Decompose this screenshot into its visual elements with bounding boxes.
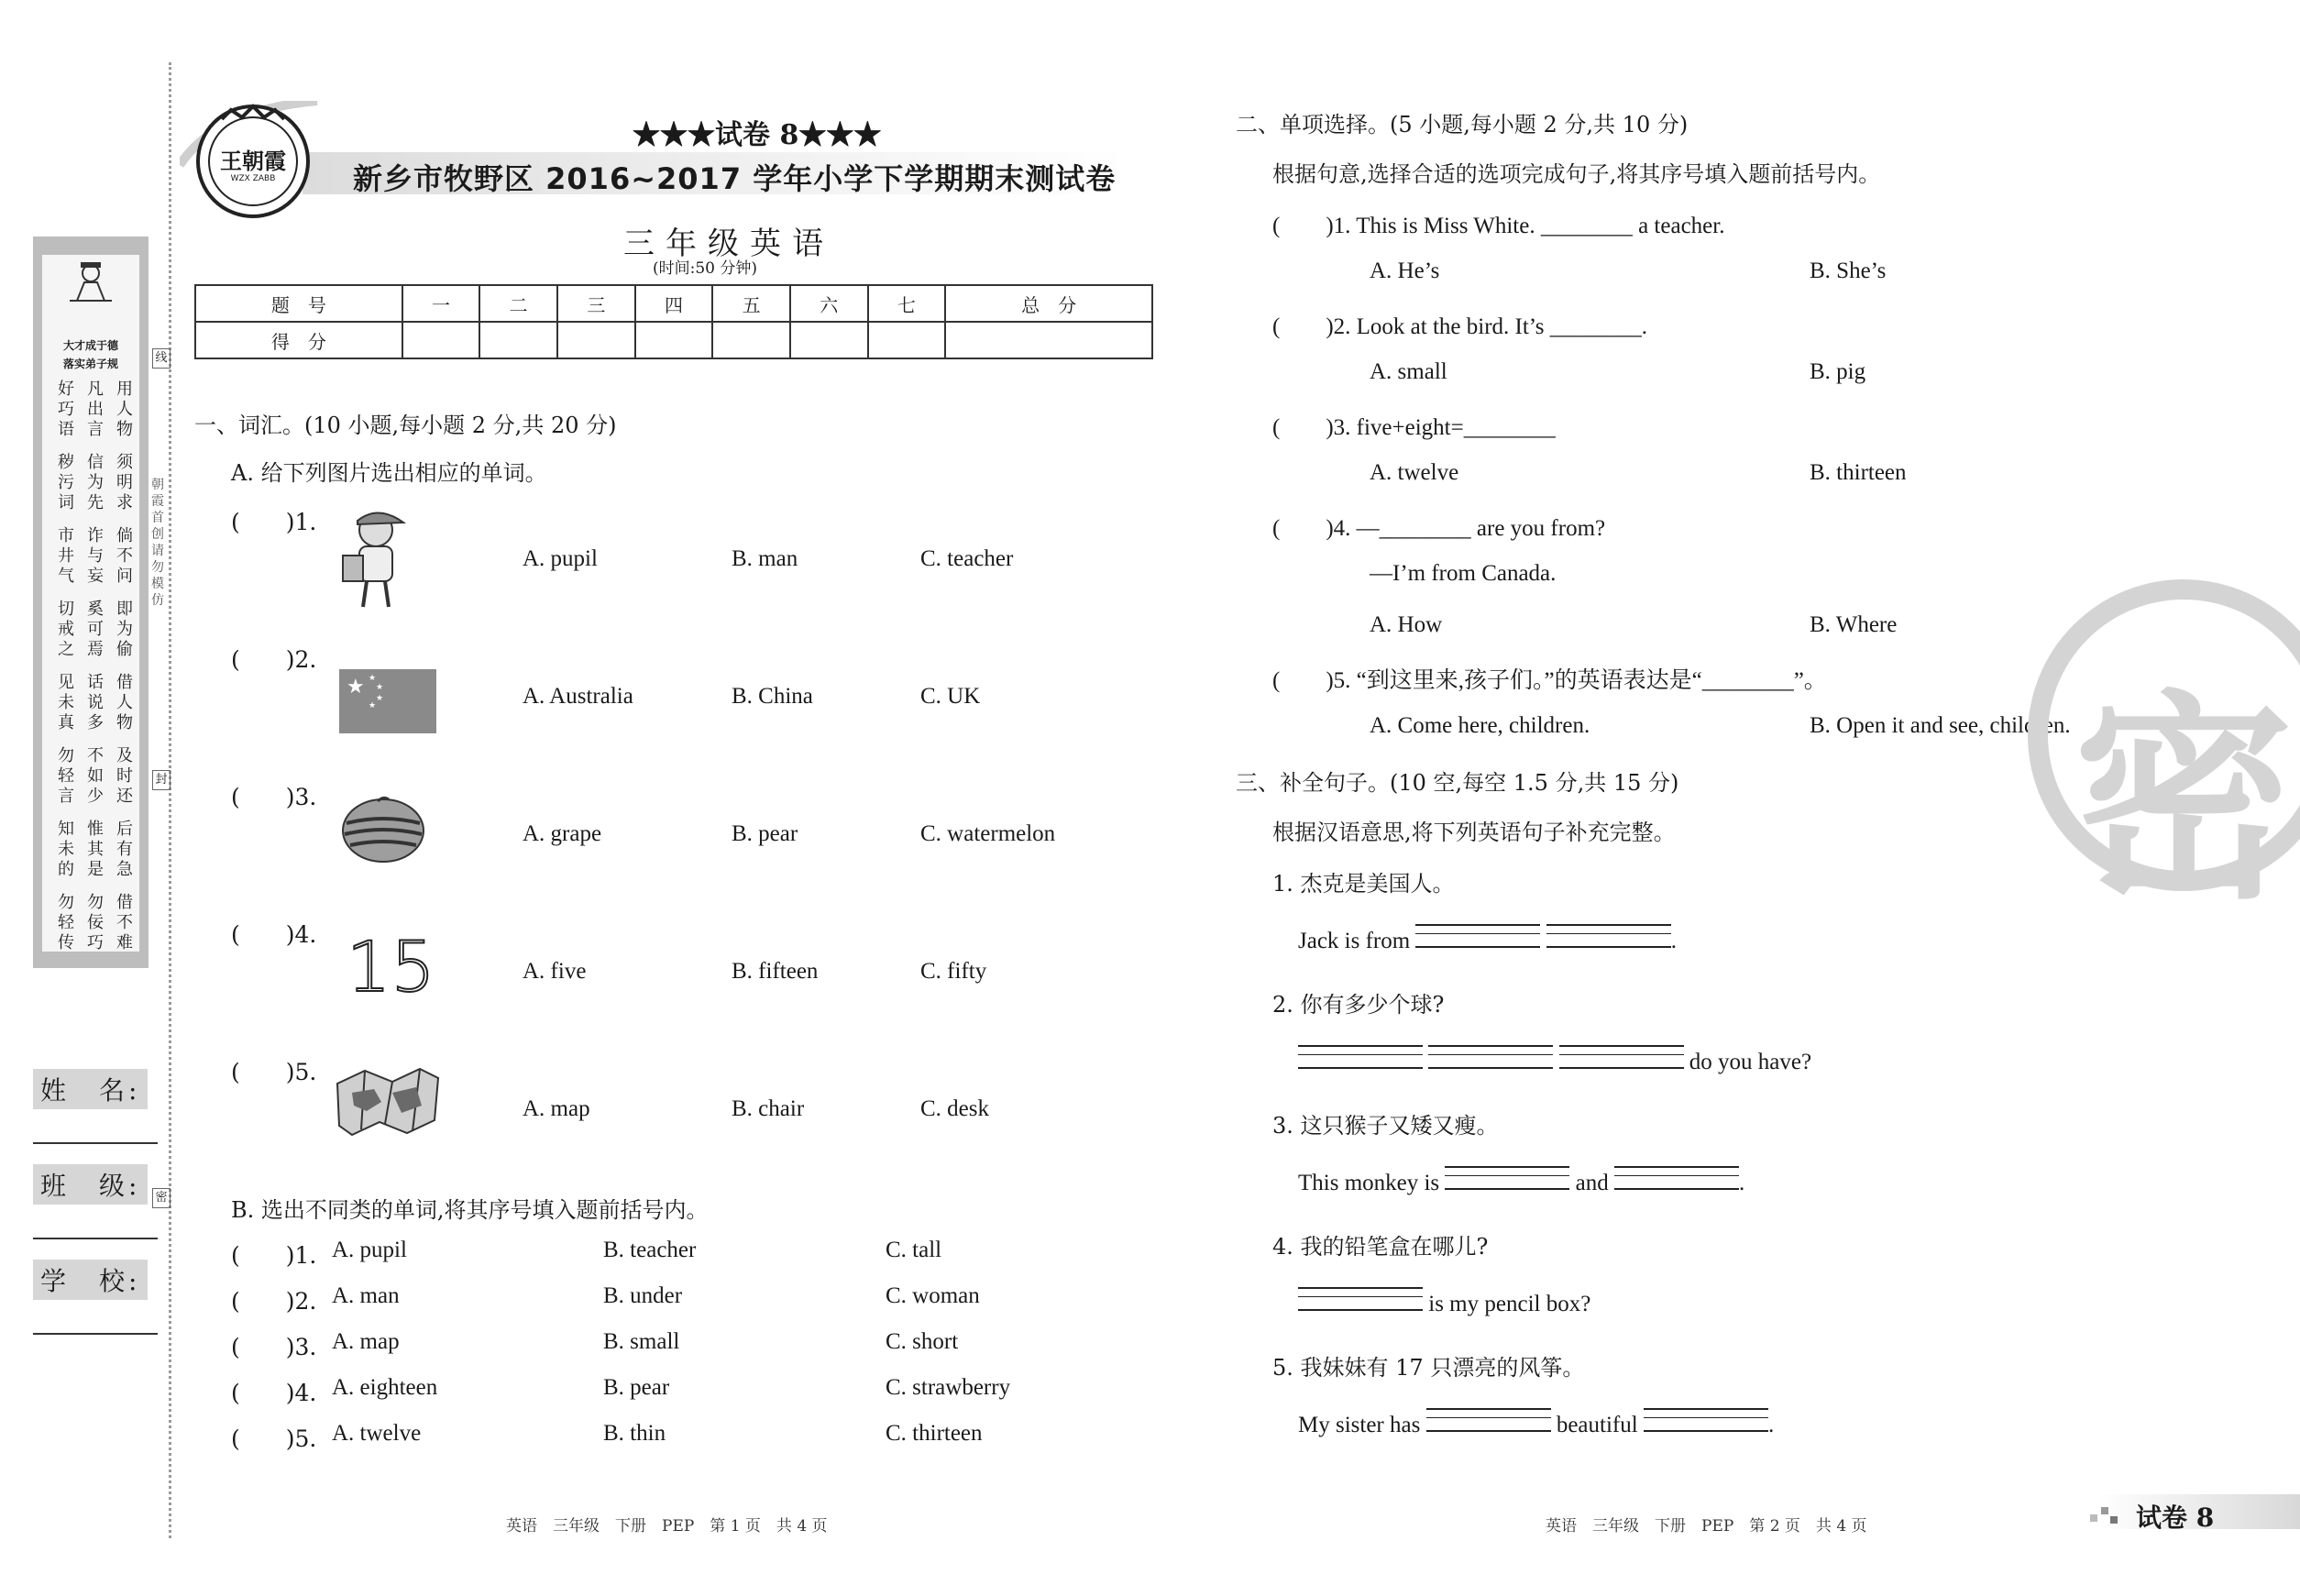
partB-option-b: B. small <box>603 1329 680 1354</box>
motto-head-2: 落实弟子规 <box>62 358 118 370</box>
mc-question[interactable]: ( )5. “到这里来,孩子们。”的英语表达是“________”。 <box>1272 668 1827 693</box>
section1-partB-instruction: B. 选出不同类的单词,将其序号填入题前括号内。 <box>231 1197 709 1223</box>
s3-item1-cn: 1. 杰克是美国人。 <box>1272 871 1455 897</box>
svg-text:★: ★ <box>376 694 384 703</box>
s3-item5-before: My sister has <box>1298 1413 1421 1437</box>
motto-column: 用人物 <box>116 380 133 439</box>
answer-blank[interactable] <box>1428 1045 1553 1069</box>
logo-sub: WZX ZABB <box>230 174 276 183</box>
motto-column: 不如少 <box>87 746 104 806</box>
answer-blank[interactable] <box>1298 1045 1423 1069</box>
motto-column: 借人物 <box>116 673 133 732</box>
motto-column: 知未的 <box>58 820 74 879</box>
s3-item3-middle: and <box>1575 1171 1609 1195</box>
class-label: 班 级: <box>33 1164 148 1205</box>
section2-title: 二、单项选择。(5 小题,每小题 2 分,共 10 分) <box>1236 112 1689 138</box>
s3-item5-middle: beautiful <box>1556 1413 1638 1437</box>
section1-title: 一、词汇。(10 小题,每小题 2 分,共 20 分) <box>194 413 617 438</box>
time-note: (时间:50 分钟) <box>653 259 758 278</box>
score-row-label: 得 分 <box>195 322 402 358</box>
partA-option-c: C. UK <box>920 684 981 709</box>
s3-item1-en <box>1298 924 1677 954</box>
motto-column: 切戒之 <box>58 600 74 659</box>
motto-column: 后有急 <box>116 820 133 879</box>
name-label: 姓 名: <box>33 1069 148 1109</box>
s3-item1-before: Jack is from <box>1298 929 1411 953</box>
name-field[interactable] <box>33 1142 158 1144</box>
section2-instruction: 根据句意,选择合适的选项完成句子,将其序号填入题前括号内。 <box>1272 161 1881 187</box>
s3-item1-after: . <box>1670 929 1677 953</box>
partA-option-c: C. fifty <box>920 959 987 984</box>
partA-question-number[interactable]: ( )2. <box>231 646 317 673</box>
score-cell: 题 号 <box>195 285 402 322</box>
answer-blank[interactable] <box>1298 1287 1423 1311</box>
partA-option-a: A. Australia <box>523 684 633 709</box>
school-label: 学 校: <box>33 1260 148 1300</box>
partA-option-b: B. man <box>732 546 798 571</box>
squares-icon <box>2090 1503 2127 1525</box>
motto-column: 及时还 <box>116 746 133 806</box>
s3-item2-after: do you have? <box>1689 1050 1812 1074</box>
partB-question-number[interactable]: ( )3. <box>231 1334 317 1360</box>
corner-dots <box>2090 1503 2127 1529</box>
score-input[interactable] <box>868 322 946 358</box>
logo-text: 王朝霞 <box>220 148 286 174</box>
answer-blank[interactable] <box>1546 924 1671 948</box>
partB-option-c: C. woman <box>886 1283 980 1308</box>
partA-option-a: A. pupil <box>523 546 598 571</box>
score-input[interactable] <box>479 322 557 358</box>
partA-option-a: A. five <box>523 959 587 984</box>
binding-note: 朝霞首创 请勿模仿 <box>151 478 164 608</box>
svg-text:★: ★ <box>347 676 365 699</box>
answer-blank[interactable] <box>1415 924 1540 948</box>
mc-option-b[interactable]: B. thirteen <box>1810 460 1907 485</box>
partB-option-a: A. pupil <box>332 1238 407 1262</box>
stamp-char: 密 <box>2074 670 2294 929</box>
footer-left: 英语 三年级 下册 PEP 第 1 页 共 4 页 <box>506 1517 828 1535</box>
binding-mark-top <box>152 348 171 369</box>
binding-box-xian: 线 <box>152 348 171 369</box>
section3-instruction: 根据汉语意思,将下列英语句子补充完整。 <box>1272 820 1676 845</box>
partB-option-c: C. tall <box>886 1238 942 1262</box>
subject-title: 三年级英语 <box>623 226 834 262</box>
mc-option-a[interactable]: A. Come here, children. <box>1370 713 1590 738</box>
partA-question-number[interactable]: ( )1. <box>231 509 317 535</box>
score-cell: 三 <box>557 285 635 322</box>
mc-option-a[interactable]: A. twelve <box>1370 460 1459 485</box>
partB-option-a: A. eighteen <box>332 1375 438 1400</box>
school-field[interactable] <box>33 1333 158 1335</box>
score-input[interactable] <box>635 322 713 358</box>
partB-option-c: C. thirteen <box>886 1421 983 1446</box>
s3-item2-en <box>1298 1045 1811 1075</box>
svg-text:★: ★ <box>369 674 377 683</box>
partB-option-a: A. map <box>332 1329 400 1354</box>
score-input[interactable] <box>712 322 790 358</box>
score-cell: 四 <box>635 285 713 322</box>
svg-text:★: ★ <box>369 701 377 710</box>
score-table <box>194 284 1153 359</box>
score-input[interactable] <box>790 322 868 358</box>
partA-option-b: B. fifteen <box>732 959 819 984</box>
s3-item4-en <box>1298 1287 1590 1317</box>
motto-column: 凡出言 <box>87 380 104 439</box>
section3-title: 三、补全句子。(10 空,每空 1.5 分,共 15 分) <box>1236 770 1679 796</box>
motto-column: 勿佞巧 <box>87 893 104 952</box>
partB-question-number[interactable]: ( )1. <box>231 1242 317 1269</box>
s3-item2-cn: 2. 你有多少个球? <box>1272 992 1445 1018</box>
binding-mark-bottom <box>152 1188 171 1208</box>
partA-option-b: B. chair <box>732 1096 805 1121</box>
mc-option-b[interactable]: B. She’s <box>1810 259 1887 283</box>
binding-mark-middle <box>152 770 171 790</box>
partB-option-c: C. strawberry <box>886 1375 1011 1400</box>
section1-partA-instruction: A. 给下列图片选出相应的单词。 <box>231 460 547 486</box>
binding-box-feng: 封 <box>152 770 171 790</box>
mc-question[interactable]: ( )4. —________ are you from? <box>1272 516 1606 541</box>
motto-column: 奚可焉 <box>87 600 104 659</box>
mc-option-b[interactable]: B. Open it and see, children. <box>1810 713 2071 738</box>
watermelon-picture <box>341 796 427 864</box>
exam-title: 新乡市牧野区 2016~2017 学年小学下学期期末测试卷 <box>353 161 1117 196</box>
motto-column: 即为偷 <box>116 600 133 659</box>
partB-option-b: B. thin <box>603 1421 666 1446</box>
s3-item5-cn: 5. 我妹妹有 17 只漂亮的风筝。 <box>1272 1355 1585 1381</box>
number-15: 15 <box>347 926 435 1007</box>
answer-blank[interactable] <box>1445 1166 1569 1190</box>
score-cell: 二 <box>479 285 557 322</box>
partA-option-c: C. watermelon <box>920 821 1056 846</box>
paper-number: ★★★试卷 8★★★ <box>633 119 882 151</box>
partB-option-a: A. twelve <box>332 1421 422 1446</box>
partB-option-b: B. pear <box>603 1375 670 1400</box>
partB-option-b: B. teacher <box>603 1238 697 1262</box>
score-value-row <box>195 322 1152 358</box>
motto-panel <box>33 237 149 968</box>
motto-column: 诈与妄 <box>87 526 104 586</box>
mc-option-a[interactable]: A. He’s <box>1370 259 1440 283</box>
motto-column: 倘不问 <box>116 526 133 586</box>
partB-option-b: B. under <box>603 1283 683 1308</box>
class-field[interactable] <box>33 1238 158 1239</box>
score-cell: 六 <box>790 285 868 322</box>
partA-question-number[interactable]: ( )4. <box>231 921 317 948</box>
s3-item3-before: This monkey is <box>1298 1171 1440 1195</box>
partB-question-number[interactable]: ( )2. <box>231 1288 317 1315</box>
partA-option-a: A. map <box>523 1096 590 1121</box>
pupil-picture <box>330 506 416 614</box>
motto-column: 秽污词 <box>58 453 74 512</box>
scholar-icon <box>68 260 114 303</box>
motto-column: 借不难 <box>116 893 133 952</box>
footer-right: 英语 三年级 下册 PEP 第 2 页 共 4 页 <box>1546 1517 1867 1535</box>
partB-question-number[interactable]: ( )4. <box>231 1380 317 1406</box>
s3-item5-en <box>1298 1408 1774 1438</box>
mc-option-b[interactable]: B. pig <box>1810 359 1866 384</box>
score-cell: 总 分 <box>945 285 1152 322</box>
partB-question-number[interactable]: ( )5. <box>231 1425 317 1452</box>
mc-option-a[interactable]: A. small <box>1370 359 1447 384</box>
partA-option-a: A. grape <box>523 821 602 846</box>
partA-option-b: B. China <box>732 684 813 709</box>
answer-blank[interactable] <box>1614 1166 1739 1190</box>
partA-option-c: C. desk <box>920 1096 989 1121</box>
motto-column: 好巧语 <box>58 380 74 439</box>
score-input[interactable] <box>557 322 635 358</box>
motto-column: 勿轻传 <box>58 893 74 952</box>
score-input[interactable] <box>945 322 1152 358</box>
s3-item5-after: . <box>1767 1413 1775 1437</box>
score-header-row <box>195 285 1152 322</box>
corner-paper-label: 试卷 8 <box>2136 1502 2215 1533</box>
partA-option-c: C. teacher <box>920 546 1014 571</box>
map-picture <box>334 1065 442 1137</box>
score-input[interactable] <box>402 322 480 358</box>
motto-column: 市井气 <box>58 526 74 586</box>
motto-column: 见未真 <box>58 673 74 732</box>
mc-question[interactable]: ( )3. five+eight=________ <box>1272 415 1556 440</box>
motto-column: 勿轻言 <box>58 746 74 806</box>
s3-item4-cn: 4. 我的铅笔盒在哪儿? <box>1272 1234 1489 1260</box>
answer-blank[interactable] <box>1644 1408 1768 1432</box>
s3-item3-en <box>1298 1166 1744 1196</box>
s3-item4-after: is my pencil box? <box>1428 1292 1591 1316</box>
mc-question[interactable]: ( )2. Look at the bird. It’s ________. <box>1272 314 1647 339</box>
svg-text:★: ★ <box>376 683 384 692</box>
motto-column: 惟其是 <box>87 820 104 879</box>
mc-option-a[interactable]: A. How <box>1370 612 1443 637</box>
partB-option-a: A. man <box>332 1283 400 1308</box>
score-cell: 七 <box>868 285 946 322</box>
answer-blank[interactable] <box>1426 1408 1551 1432</box>
partA-question-number[interactable]: ( )3. <box>231 784 317 810</box>
binding-box-mi: 密 <box>152 1188 171 1208</box>
score-cell: 五 <box>712 285 790 322</box>
mc-question[interactable]: ( )1. This is Miss White. ________ a teacher. <box>1272 214 1725 238</box>
answer-blank[interactable] <box>1559 1045 1684 1069</box>
flag-picture <box>339 669 436 733</box>
s3-item3-cn: 3. 这只猴子又矮又瘦。 <box>1272 1113 1499 1139</box>
partA-option-b: B. pear <box>732 821 798 846</box>
binding-dotted-line <box>169 62 171 1538</box>
s3-item3-after: . <box>1739 1171 1745 1195</box>
mc-question-line2: —I’m from Canada. <box>1370 561 1557 586</box>
motto-column: 信为先 <box>87 453 104 512</box>
score-cell: 一 <box>402 285 480 322</box>
logo-seal <box>194 103 312 220</box>
motto-column: 话说多 <box>87 673 104 732</box>
mc-option-b[interactable]: B. Where <box>1810 612 1898 637</box>
motto-column: 须明求 <box>116 453 133 512</box>
motto-head-1: 大才成于德 <box>62 339 118 352</box>
partA-question-number[interactable]: ( )5. <box>231 1059 317 1085</box>
partB-option-c: C. short <box>886 1329 959 1354</box>
